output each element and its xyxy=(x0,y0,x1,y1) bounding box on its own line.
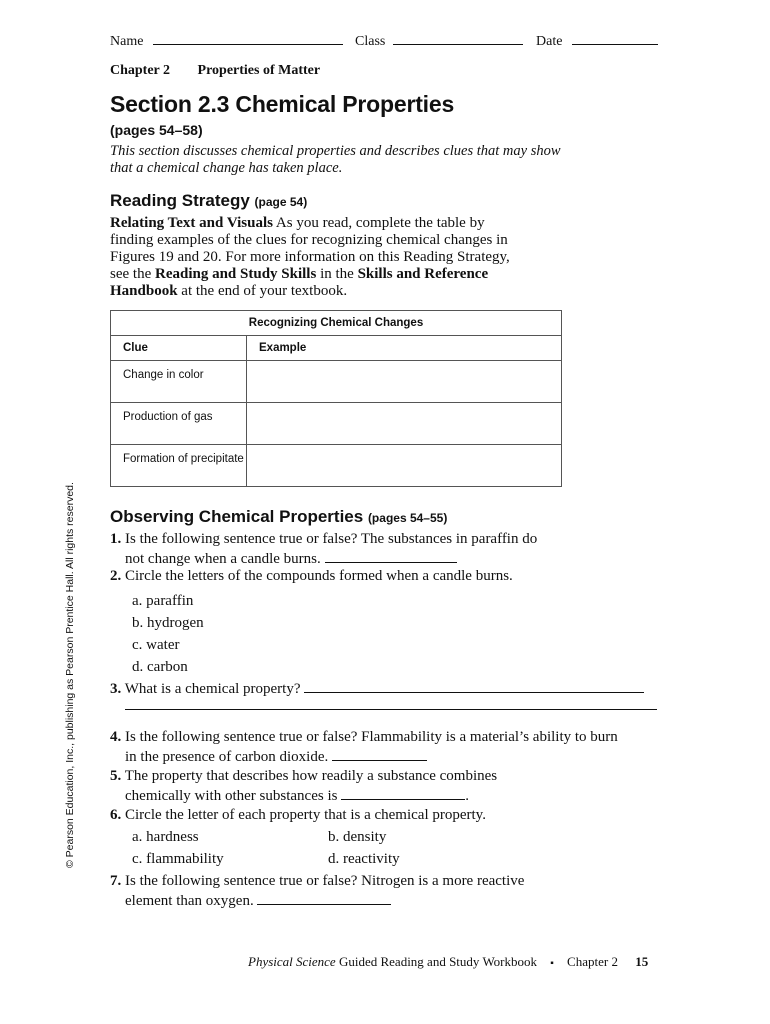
heading-pages: (pages 54–55) xyxy=(367,511,448,525)
question-text: Is the following sentence true or false? Flammability is a material’s ability to burn xyxy=(125,729,618,745)
question-4 xyxy=(110,729,670,766)
question-text: element than oxygen. xyxy=(125,893,254,909)
option-item[interactable]: b. density xyxy=(328,829,387,845)
question-7 xyxy=(110,873,670,910)
option-item[interactable]: b. hydrogen xyxy=(132,615,204,631)
question-number: 5. xyxy=(110,768,122,784)
text-line: Figures 19 and 20. For more information on this Reading Strategy, xyxy=(110,249,510,265)
answer-line[interactable] xyxy=(257,890,391,905)
bold-span: Reading and Study Skills xyxy=(154,266,317,282)
chapter-line xyxy=(110,63,320,79)
table-row xyxy=(111,403,562,445)
class-field xyxy=(355,30,523,50)
answer-line[interactable] xyxy=(341,785,465,800)
date-input-line[interactable] xyxy=(572,30,658,45)
text-span: in the xyxy=(320,266,354,282)
question-text: Is the following sentence true or false? The substances in paraffin do xyxy=(125,531,538,547)
intro-line: This section discusses chemical properties and describes clues that may show xyxy=(110,143,561,159)
question-text: not change when a candle burns. xyxy=(125,551,321,567)
question-number: 6. xyxy=(110,807,122,823)
option-item[interactable]: a. hardness xyxy=(132,829,199,845)
option-item[interactable]: c. water xyxy=(132,637,180,653)
question-number: 4. xyxy=(110,729,122,745)
question-number: 3. xyxy=(110,681,122,697)
footer-bullet: ▪ xyxy=(550,958,554,969)
question-text: What is a chemical property? xyxy=(124,681,301,697)
clue-cell: Change in color xyxy=(111,361,247,403)
name-input-line[interactable] xyxy=(153,30,343,45)
name-field xyxy=(110,30,343,50)
clue-cell: Production of gas xyxy=(111,403,247,445)
text-span: As you read, complete the table by xyxy=(275,215,485,231)
intro-line: that a chemical change has taken place. xyxy=(110,160,343,176)
date-label: Date xyxy=(536,34,563,49)
bold-span: Handbook xyxy=(110,283,178,299)
example-cell[interactable] xyxy=(247,403,562,445)
example-cell[interactable] xyxy=(247,445,562,487)
observing-heading xyxy=(110,507,447,527)
answer-line[interactable] xyxy=(304,678,644,693)
class-label: Class xyxy=(355,34,386,49)
page-number: 15 xyxy=(635,954,649,969)
table-row xyxy=(111,445,562,487)
option-item[interactable]: d. carbon xyxy=(132,659,188,675)
clue-cell: Formation of precipitate xyxy=(111,445,247,487)
question-text: Circle the letters of the compounds formed when a candle burns. xyxy=(125,568,513,584)
question-text: Circle the letter of each property that is a chemical property. xyxy=(125,807,486,823)
reading-strategy-text xyxy=(110,215,550,300)
footer-book-title-italic: Physical Science xyxy=(248,954,336,969)
footer-chapter: Chapter 2 xyxy=(567,954,618,969)
bold-span: Skills and Reference xyxy=(357,266,489,282)
answer-line[interactable] xyxy=(125,709,657,710)
text-line: finding examples of the clues for recognizing chemical changes in xyxy=(110,232,508,248)
question-number: 1. xyxy=(110,531,122,547)
example-cell[interactable] xyxy=(247,361,562,403)
option-item[interactable]: d. reactivity xyxy=(328,851,400,867)
answer-line[interactable] xyxy=(332,746,427,761)
question-3 xyxy=(110,678,670,698)
footer-book-title: Guided Reading and Study Workbook xyxy=(338,954,537,969)
reading-strategy-heading xyxy=(110,191,307,211)
text-span: at the end of your textbook. xyxy=(181,283,348,299)
col-header-clue: Clue xyxy=(111,336,247,361)
page-footer xyxy=(248,954,648,970)
date-field xyxy=(536,30,658,50)
option-item[interactable]: a. paraffin xyxy=(132,593,194,609)
question-number: 2. xyxy=(110,568,122,584)
option-item[interactable]: c. flammability xyxy=(132,851,224,867)
question-1 xyxy=(110,531,670,568)
question-text: in the presence of carbon dioxide. xyxy=(125,749,329,765)
table-row xyxy=(111,361,562,403)
question-2 xyxy=(110,568,670,678)
class-input-line[interactable] xyxy=(393,30,523,45)
name-label: Name xyxy=(110,34,144,49)
chapter-title: Properties of Matter xyxy=(197,63,321,78)
chemical-changes-table xyxy=(110,310,562,487)
col-header-example: Example xyxy=(247,336,562,361)
question-text: Is the following sentence true or false? Nitrogen is a more reactive xyxy=(125,873,525,889)
section-title: Section 2.3 Chemical Properties xyxy=(110,91,455,117)
section-pages: (pages 54–58) xyxy=(110,122,203,138)
question-number: 7. xyxy=(110,873,122,889)
copyright-notice: © Pearson Education, Inc., publishing as Pearson Prentice Hall. All rights reserved. xyxy=(64,482,76,868)
text-span: see the xyxy=(110,266,152,282)
section-intro xyxy=(110,143,561,177)
heading-text: Observing Chemical Properties xyxy=(110,507,364,526)
question-5 xyxy=(110,768,670,805)
period: . xyxy=(465,788,469,804)
question-6 xyxy=(110,807,670,824)
bold-lead: Relating Text and Visuals xyxy=(110,215,273,231)
answer-line[interactable] xyxy=(325,548,457,563)
question-text: The property that describes how readily a substance combines xyxy=(124,768,498,784)
table-caption: Recognizing Chemical Changes xyxy=(111,311,562,336)
heading-text: Reading Strategy xyxy=(110,191,250,210)
chapter-number: Chapter 2 xyxy=(110,63,171,78)
heading-pages: (page 54) xyxy=(254,195,308,209)
question-text: chemically with other substances is xyxy=(125,788,338,804)
